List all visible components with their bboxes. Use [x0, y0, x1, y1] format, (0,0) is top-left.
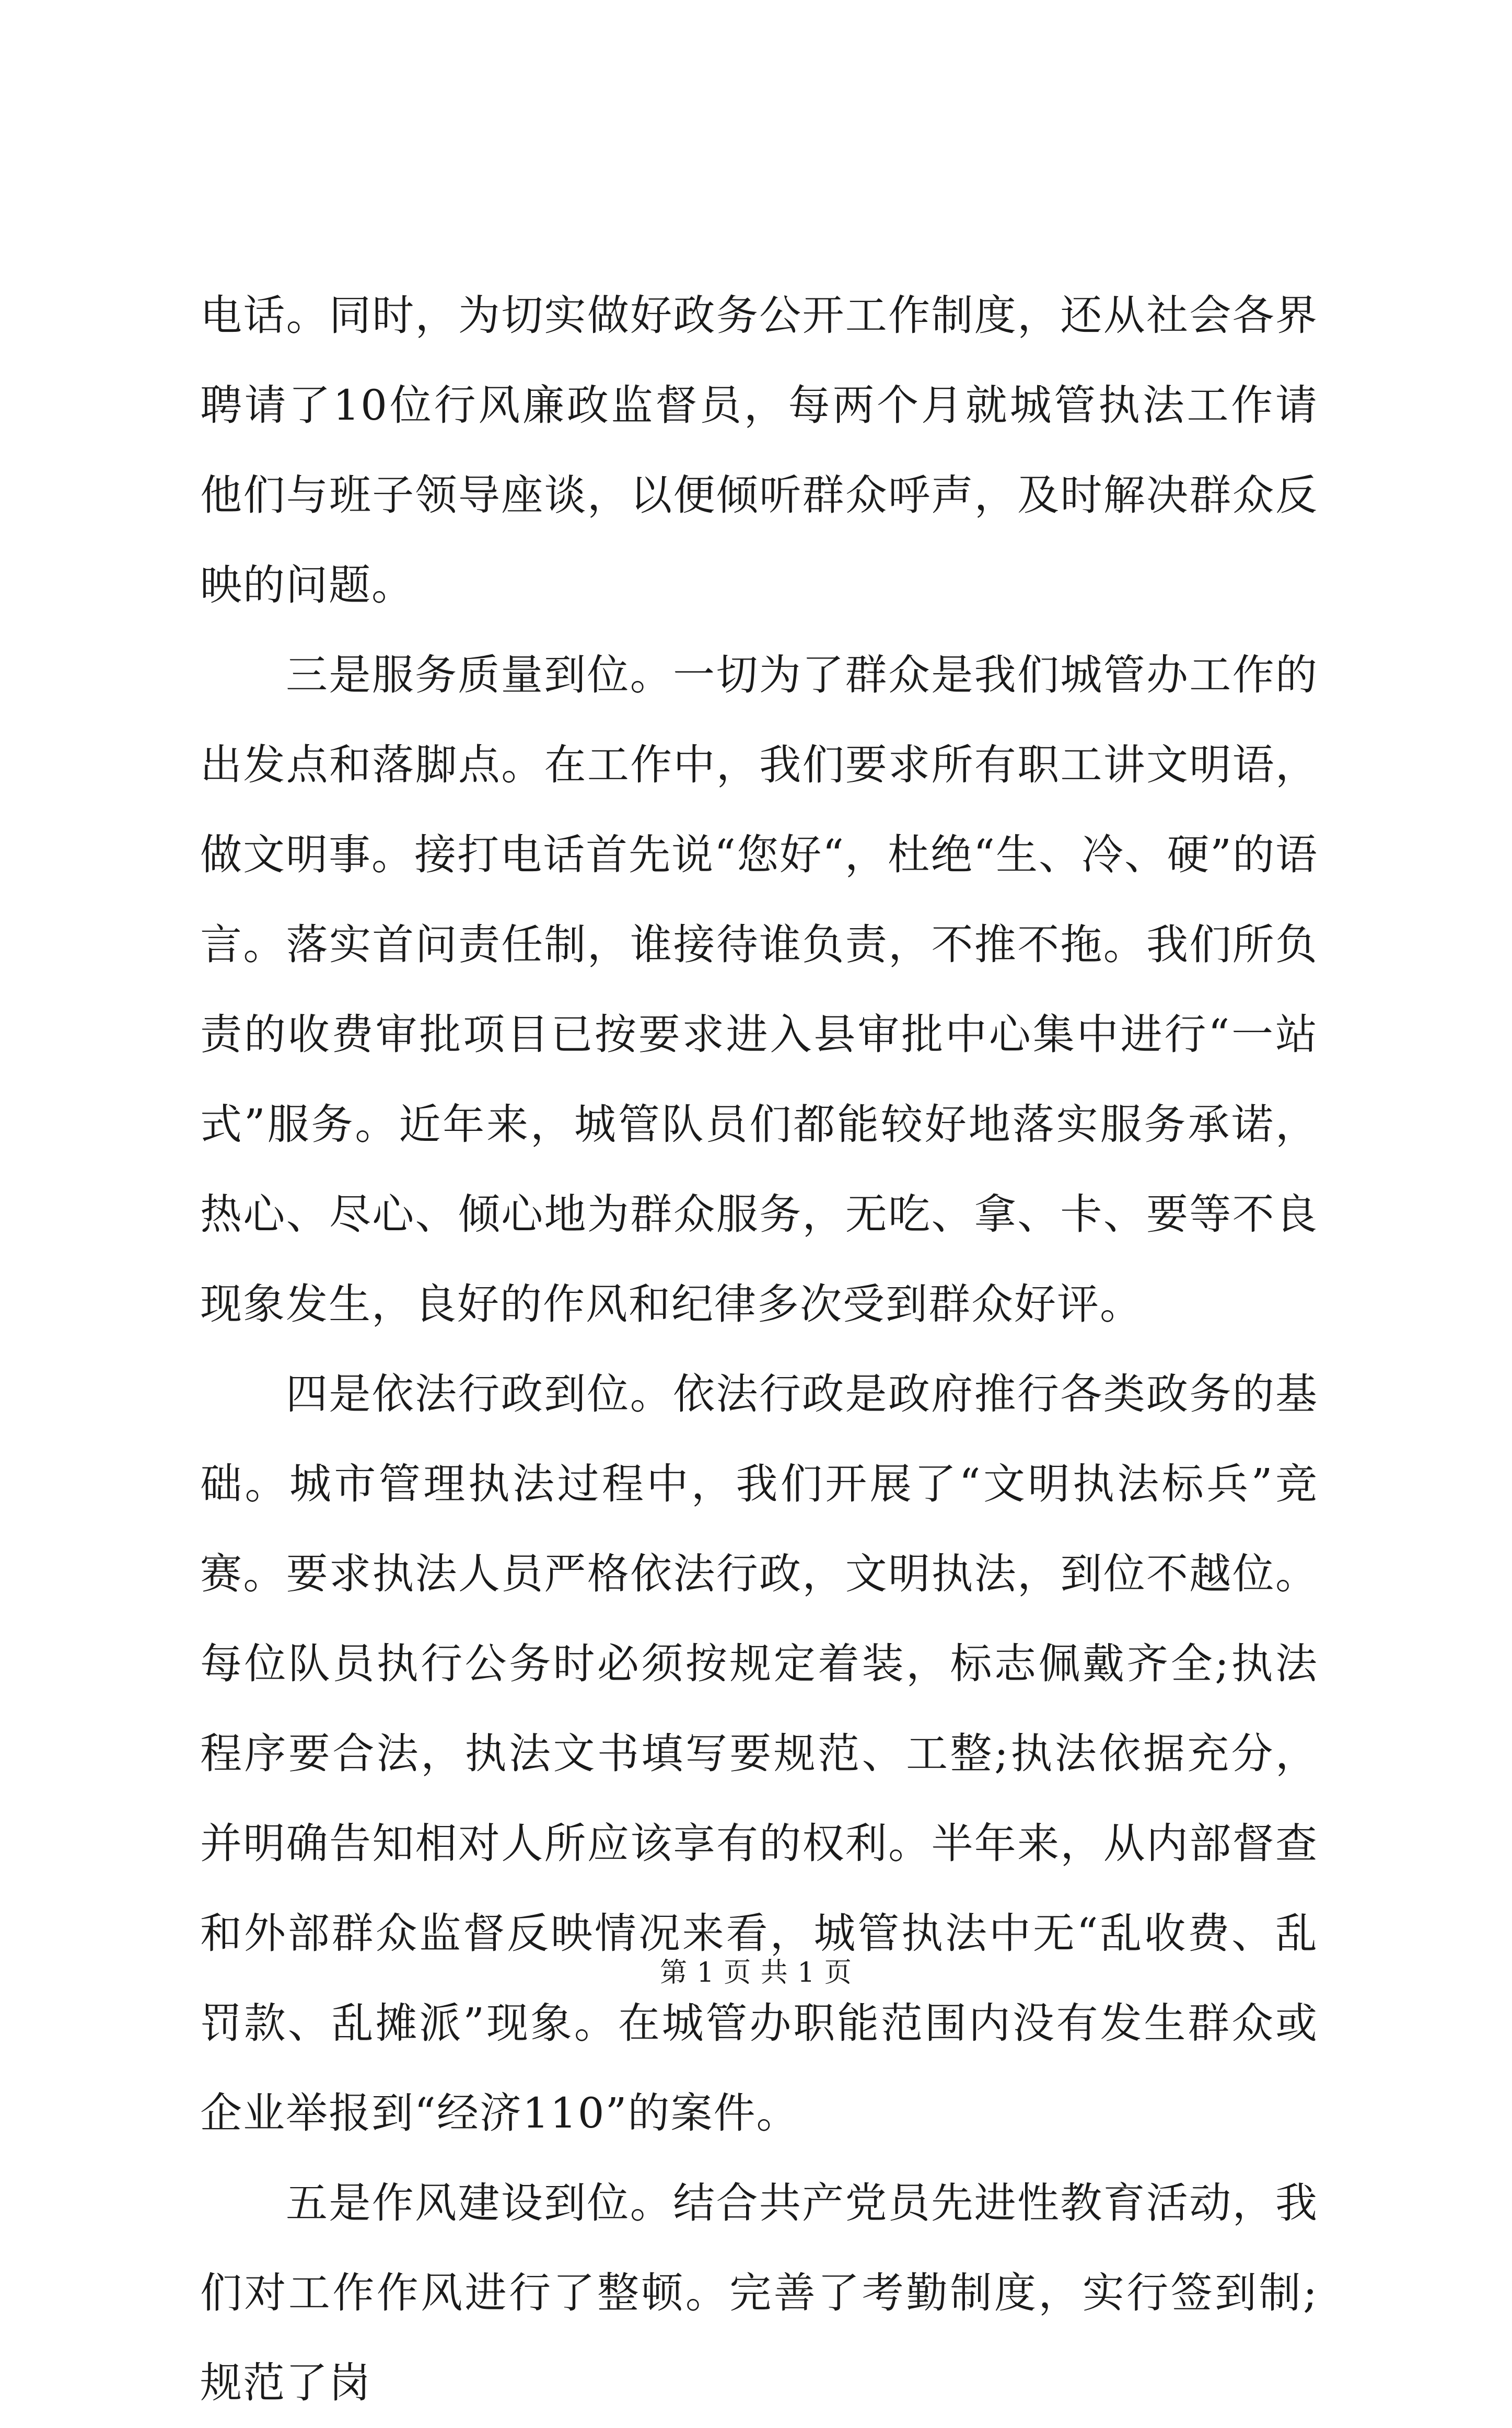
document-body	[200, 271, 1318, 2428]
paragraph-service-quality: 三是服务质量到位。一切为了群众是我们城管办工作的出发点和落脚点。在工作中，我们要求所有职工讲文明语，做文明事。接打电话首先说“您好“，杜绝“生、冷、硬”的语言。落实首问责任制，谁接待谁负责，不推不拖。我们所负责的收费审批项目已按要求进入县审批中心集中进行“一站式”服务。近年来，城管队员们都能较好地落实服务承诺，热心、尽心、倾心地为群众服务，无吃、拿、卡、要等不良现象发生，良好的作风和纪律多次受到群众好评。	[200, 651, 1318, 1328]
page-number-footer: 第 1 页 共 1 页	[660, 1957, 852, 1988]
paragraph-work-style: 五是作风建设到位。结合共产党员先进性教育活动，我们对工作作风进行了整顿。完善了考勤制度，实行签到制;规范了岗	[200, 2179, 1318, 2407]
paragraph-continuation: 电话。同时，为切实做好政务公开工作制度，还从社会各界聘请了10位行风廉政监督员，每两个月就城管执法工作请他们与班子领导座谈，以便倾听群众呼声，及时解决群众反映的问题。	[200, 291, 1318, 609]
paragraph-lawful-administration: 四是依法行政到位。依法行政是政府推行各类政务的基础。城市管理执法过程中，我们开展了“文明执法标兵”竞赛。要求执法人员严格依法行政，文明执法，到位不越位。每位队员执行公务时必须按规定着装，标志佩戴齐全;执法程序要合法，执法文书填写要规范、工整;执法依据充分，并明确告知相对人所应该享有的权利。半年来，从内部督查和外部群众监督反映情况来看，城管执法中无“乱收费、乱罚款、乱摊派”现象。在城管办职能范围内没有发生群众或企业举报到“经济110”的案件。	[200, 1370, 1318, 2137]
